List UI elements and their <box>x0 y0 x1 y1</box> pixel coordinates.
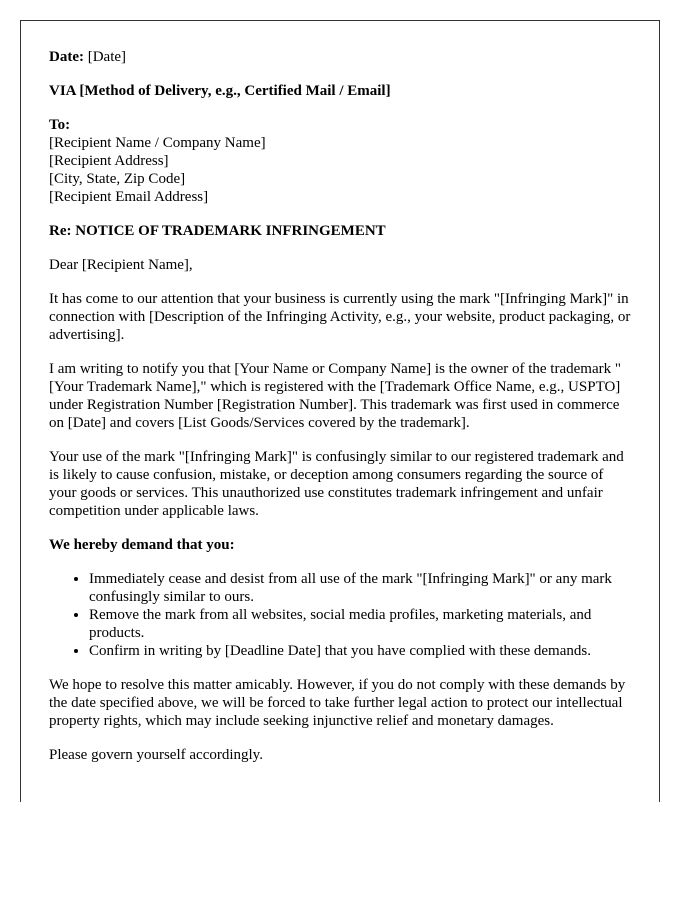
paragraph-confusion: Your use of the mark "[Infringing Mark]" is confusingly similar to our registered trademark and is likely to cause confusion, mistake, or deception among consumers regarding the source of your goods or services. This unauthorized use constitutes trademark infringement and unfair competition under applicable laws. <box>49 449 624 519</box>
date-label: Date: <box>49 49 84 65</box>
demand-item-cease: • Immediately cease and desist from all use of the mark "[Infringing Mark]" or any mark confusingly similar to ours. <box>89 570 631 606</box>
date-line <box>49 48 631 66</box>
subject-line: Re: NOTICE OF TRADEMARK INFRINGEMENT <box>49 223 386 239</box>
paragraph-infringement-notice: It has come to our attention that your business is currently using the mark "[Infringing Mark]" in connection with [Description of the Infringing Activity, e.g., your website, product packaging, or advertising]. <box>49 291 631 343</box>
recipient-name: [Recipient Name / Company Name] <box>49 135 266 151</box>
delivery-method: VIA [Method of Delivery, e.g., Certified Mail / Email] <box>49 83 391 99</box>
paragraph-resolution: We hope to resolve this matter amicably. However, if you do not comply with these demands by the date specified above, we will be forced to take further legal action to protect our intellectual property rights, which may include seeking injunctive relief and monetary damages. <box>49 677 626 729</box>
recipient-block <box>49 116 631 206</box>
demand-heading: We hereby demand that you: <box>49 537 235 553</box>
date-value: [Date] <box>83 49 127 65</box>
paragraph-trademark-ownership: I am writing to notify you that [Your Name or Company Name] is the owner of the trademark "[Your Trademark Name]," which is registered with the [Trademark Office Name, e.g., USPTO] under Registration Number [Registration Number]. This trademark was first used in commerce on [Date] and covers [List Goods/Services covered by the trademark]. <box>49 361 621 431</box>
demand-item-confirm: • Confirm in writing by [Deadline Date] that you have complied with these demands. <box>89 642 631 660</box>
closing-line: Please govern yourself accordingly. <box>49 747 263 763</box>
recipient-email: [Recipient Email Address] <box>49 189 209 205</box>
recipient-address: [Recipient Address] <box>49 153 169 169</box>
to-label: To: <box>49 117 71 133</box>
letter-page <box>20 20 660 802</box>
demand-list <box>49 570 631 660</box>
recipient-city-state-zip: [City, State, Zip Code] <box>49 171 186 187</box>
demand-item-remove: • Remove the mark from all websites, social media profiles, marketing materials, and products. <box>89 606 631 642</box>
salutation: Dear [Recipient Name], <box>49 257 193 273</box>
